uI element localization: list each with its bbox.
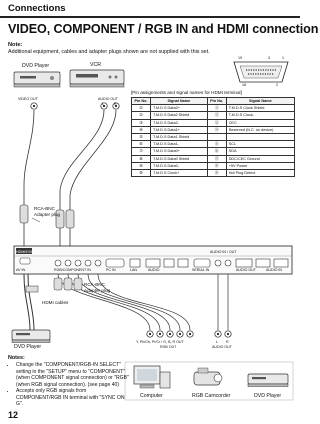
rca-bnc-label-mid: RCA-BNC Adapter plug bbox=[84, 282, 111, 293]
pin-number-cell: ④ bbox=[132, 126, 151, 133]
pin-table-row bbox=[132, 119, 295, 126]
pin-table-row bbox=[132, 141, 295, 148]
pin-table-header-row bbox=[132, 98, 295, 105]
pin-label-2: 2 bbox=[276, 83, 278, 87]
terminal-label: RGB/COMPONENT IN bbox=[54, 268, 91, 272]
pin-table-row bbox=[132, 162, 295, 169]
signal-name-cell: T.M.D.S Data2 Shield bbox=[151, 112, 208, 119]
vcr-illustration bbox=[70, 70, 124, 87]
rca-bnc-label-top: RCA-BNC Adapter plug bbox=[34, 206, 61, 217]
dvd-player-bottom-illustration bbox=[12, 330, 50, 343]
pin-table-header: Signal Name bbox=[226, 98, 294, 105]
pin-number-cell: ⑲ bbox=[207, 169, 226, 176]
audio-out-right: R bbox=[114, 101, 117, 106]
signal-name-cell: +5V Power bbox=[226, 162, 294, 169]
signal-name-cell: T.M.D.S Clock- bbox=[226, 112, 294, 119]
signal-name-cell: SDA bbox=[226, 148, 294, 155]
pin-number-cell: ⑨ bbox=[132, 162, 151, 169]
pin-number-cell: ③ bbox=[132, 119, 151, 126]
video-out-terminal-label: Y, Pb/Cb, Pr/Cr / G, B, R OUT bbox=[136, 340, 184, 344]
pin-table-row bbox=[132, 148, 295, 155]
pin-number-cell: ⑦ bbox=[132, 148, 151, 155]
notes-list bbox=[8, 362, 130, 408]
pin-label-1: 1 bbox=[282, 56, 284, 60]
notes-label: Notes: bbox=[8, 355, 25, 361]
note-label: Note: bbox=[8, 42, 23, 48]
pin-table-row bbox=[132, 155, 295, 162]
rca-bnc-adapters-mid bbox=[54, 278, 82, 290]
audio-out-label: AUDIO OUT bbox=[98, 97, 118, 101]
pin-number-cell: ⑤ bbox=[132, 133, 151, 140]
hdmi-pin-table bbox=[131, 97, 295, 177]
pin-table-row bbox=[132, 126, 295, 133]
pin-number-cell: ⑫ bbox=[207, 112, 226, 119]
signal-name-cell: T.M.D.S Clock+ bbox=[151, 169, 208, 176]
signal-name-cell: T.M.D.S Data2- bbox=[151, 119, 208, 126]
pin-number-cell: ① bbox=[132, 105, 151, 112]
pin-number-cell: ⑱ bbox=[207, 162, 226, 169]
note-item: • Accepts only RGB signals from COMPONENT/RGB IN terminal with "SYNC ON G". bbox=[16, 388, 130, 408]
signal-name-cell: T.M.D.S Data1 Shield bbox=[151, 133, 208, 140]
pin-table-header: Pin No. bbox=[132, 98, 151, 105]
signal-name-cell: T.M.D.S Data2+ bbox=[151, 105, 208, 112]
hdmi-cables-label: HDMI cables bbox=[42, 300, 69, 305]
audio-out-bottom-left: L bbox=[216, 340, 218, 344]
pin-label-3: 3 bbox=[268, 56, 270, 60]
pin-table-header: Signal Name bbox=[151, 98, 208, 105]
signal-name-cell: T.M.D.S Data1+ bbox=[151, 126, 208, 133]
terminal-label: AUDIO bbox=[148, 268, 160, 272]
terminal-label: AUDIO OUT bbox=[236, 268, 256, 272]
note-text: Additional equipment, cables and adapter plugs shown are not supplied with this set. bbox=[8, 49, 210, 55]
pin-table-row bbox=[132, 169, 295, 176]
hdmi-plug bbox=[26, 286, 38, 292]
signal-name-cell: T.M.D.S Clock Shield bbox=[226, 105, 294, 112]
hdmi-cables bbox=[24, 274, 34, 330]
video-out-label: VIDEO OUT bbox=[18, 97, 38, 101]
dvd-player-top-illustration bbox=[14, 72, 60, 87]
signal-name-cell bbox=[226, 133, 294, 140]
signal-name-cell: T.M.D.S Data0 Shield bbox=[151, 155, 208, 162]
pin-number-cell bbox=[207, 133, 226, 140]
signal-name-cell: Reserved (N.C. on device) bbox=[226, 126, 294, 133]
hdmi-connector-illustration bbox=[234, 62, 288, 82]
pin-number-cell: ⑯ bbox=[207, 148, 226, 155]
pin-number-cell: ⑪ bbox=[207, 105, 226, 112]
signal-name-cell: T.M.D.S Data0+ bbox=[151, 148, 208, 155]
signal-name-cell: DDC/CEC Ground bbox=[226, 155, 294, 162]
pin-number-cell: ② bbox=[132, 112, 151, 119]
rgb-camcorder-label: RGB Camcorder bbox=[192, 393, 231, 399]
hdmi-group-label: HDMI/DVI IN bbox=[16, 249, 37, 254]
computer-label: Computer bbox=[140, 393, 163, 399]
dvd-player-bottom-right-label: DVD Player bbox=[254, 393, 282, 399]
signal-name-cell: T.M.D.S Data0- bbox=[151, 162, 208, 169]
rgb-camcorder-illustration bbox=[194, 368, 222, 385]
audio-out-bottom-label: AUDIO OUT bbox=[212, 345, 232, 349]
dvd-player-bottom-label: DVD Player bbox=[14, 344, 42, 350]
audio-group-label: AUDIO IN / OUT bbox=[210, 249, 237, 254]
computer-illustration bbox=[134, 366, 170, 388]
signal-name-cell: CEC bbox=[226, 119, 294, 126]
page-title: VIDEO, COMPONENT / RGB IN and HDMI connection bbox=[8, 22, 319, 36]
audio-out-bottom-right: R bbox=[226, 340, 229, 344]
rgb-out-label: RGB OUT bbox=[160, 345, 177, 349]
dvd-player-label: DVD Player bbox=[22, 63, 50, 69]
signal-name-cell: SCL bbox=[226, 141, 294, 148]
pin-table-row bbox=[132, 112, 295, 119]
audio-out-left: L bbox=[102, 101, 104, 106]
note-item: • Change the "COMPONENT/RGB-IN SELECT" setting in the "SETUP" menu to "COMPONENT" (when COMPONENT signal connection) or "RGB" (when RGB signal connection). (see page 40) bbox=[16, 362, 130, 388]
pin-table-row bbox=[132, 133, 295, 140]
pin-number-cell: ⑩ bbox=[132, 169, 151, 176]
signal-name-cell: Hot Plug Detect bbox=[226, 169, 294, 176]
pin-number-cell: ⑮ bbox=[207, 141, 226, 148]
terminal-label: PC IN bbox=[106, 268, 116, 272]
dvd-player-bottom-right-illustration bbox=[248, 374, 288, 387]
pin-number-cell: ⑬ bbox=[207, 119, 226, 126]
page-number: 12 bbox=[8, 410, 19, 420]
top-rca-terminals bbox=[31, 103, 119, 109]
pin-table-header: Pin No. bbox=[207, 98, 226, 105]
pin-table-row bbox=[132, 105, 295, 112]
vcr-label: VCR bbox=[90, 62, 101, 68]
bottom-rca-terminals bbox=[147, 331, 231, 337]
pin-number-cell: ⑭ bbox=[207, 126, 226, 133]
pin-number-cell: ⑰ bbox=[207, 155, 226, 162]
terminal-label: AV IN bbox=[16, 268, 26, 272]
terminal-label: SERIAL IN bbox=[192, 268, 210, 272]
pin-number-cell: ⑥ bbox=[132, 141, 151, 148]
pin-number-cell: ⑧ bbox=[132, 155, 151, 162]
pin-table-caption: [Pin assignments and signal names for HDMI terminal] bbox=[131, 90, 242, 95]
section-label: Connections bbox=[8, 3, 66, 14]
pin-label-19: 19 bbox=[238, 56, 242, 60]
terminal-label: AUDIO IN bbox=[266, 268, 282, 272]
terminal-label: LAN bbox=[130, 268, 137, 272]
pin-label-18: 18 bbox=[242, 83, 246, 87]
signal-name-cell: T.M.D.S Data1- bbox=[151, 141, 208, 148]
